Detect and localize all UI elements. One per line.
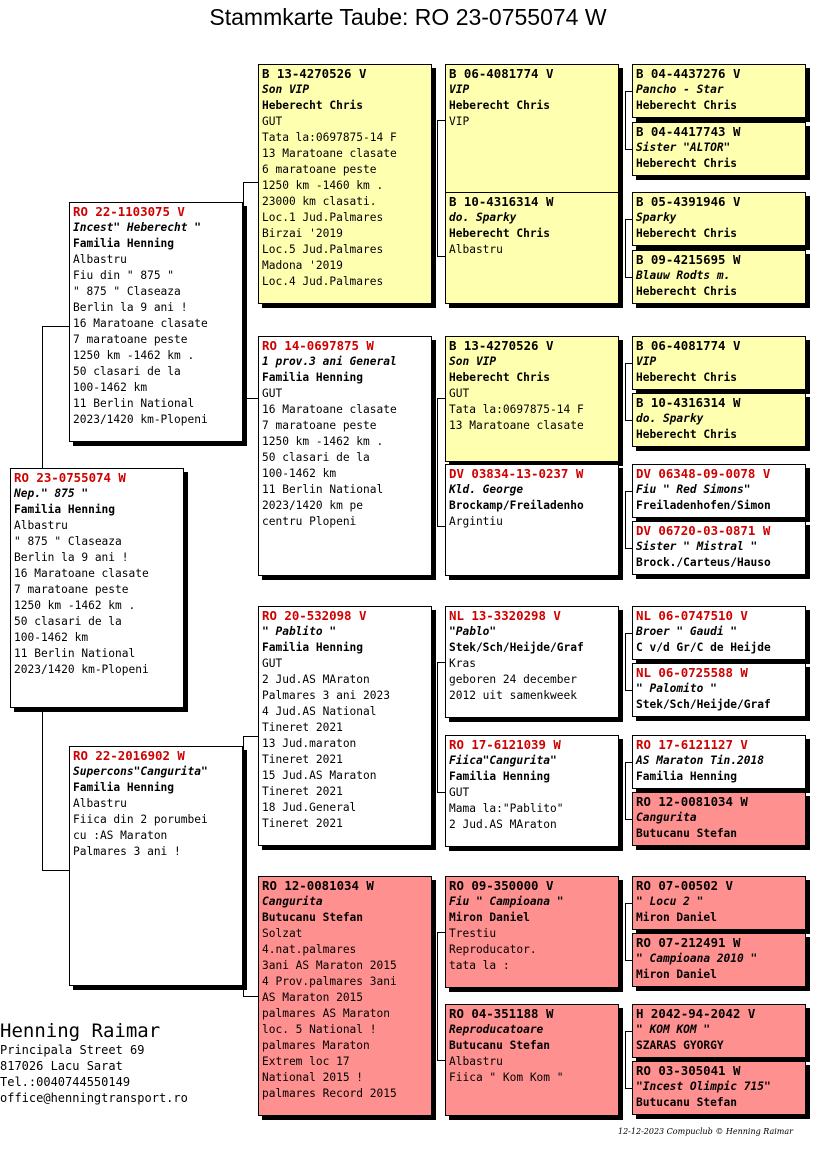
info-line: Solzat [262, 927, 303, 940]
info-line: Madona '2019 [262, 259, 343, 272]
owner-name: Heberecht Chris [636, 227, 738, 240]
info-line: centru Plopeni [262, 515, 357, 528]
info-line: Extrem loc 17 [262, 1055, 350, 1068]
info-line: Fiica " Kom Kom " [449, 1071, 564, 1084]
pigeon-card[interactable] [632, 122, 806, 176]
info-line: 1250 km -1460 km . [262, 179, 384, 192]
info-line: palmares Maraton [262, 1039, 370, 1052]
info-line: GUT [449, 387, 470, 400]
pigeon-name: Kld. George [449, 483, 524, 496]
connector-line [625, 277, 632, 278]
connector-line [437, 526, 445, 527]
info-line: 2 Jud.AS MAraton [262, 673, 370, 686]
info-line: 6 maratoane peste [262, 163, 377, 176]
info-line: Loc.5 Jud.Palmares [262, 243, 384, 256]
connector-line [437, 792, 445, 793]
connector-line [243, 398, 258, 399]
info-line: 100-1462 km [73, 381, 148, 394]
info-line: 2023/1420 km-Plopeni [73, 413, 208, 426]
info-line: " 875 " Claseaza [14, 535, 122, 548]
pigeon-name: "Incest Olimpic 715" [636, 1080, 771, 1093]
ring-number: DV 06348-09-0078 V [636, 466, 771, 481]
pigeon-name: Blauw Rodts m. [636, 269, 731, 282]
owner-name: Brock./Carteus/Hauso [636, 556, 771, 569]
pigeon-card[interactable] [632, 1004, 806, 1058]
ring-number: B 10-4316314 W [636, 395, 741, 410]
connector-line [243, 182, 244, 398]
ring-number: RO 17-6121039 W [449, 737, 561, 752]
pigeon-name: Son VIP [262, 83, 310, 96]
owner-name: Heberecht Chris [449, 99, 551, 112]
pigeon-card[interactable] [10, 468, 184, 708]
info-line: 7 maratoane peste [73, 333, 188, 346]
info-line: palmares Record 2015 [262, 1087, 397, 1100]
owner-name: Familia Henning [73, 237, 175, 250]
pigeon-card[interactable] [445, 336, 619, 462]
ring-number: B 13-4270526 V [262, 66, 367, 81]
ring-number: B 10-4316314 W [449, 194, 554, 209]
pigeon-name: " Locu 2 " [636, 895, 704, 908]
connector-line [625, 903, 626, 960]
pigeon-card[interactable] [445, 464, 619, 576]
info-line: 13 Maratoane clasate [262, 147, 397, 160]
info-line: GUT [262, 115, 283, 128]
info-line: Tineret 2021 [262, 753, 343, 766]
ring-number: NL 06-0725588 W [636, 665, 748, 680]
owner-name: Familia Henning [73, 781, 175, 794]
info-line: 11 Berlin National [14, 647, 136, 660]
owner-name: Familia Henning [262, 371, 364, 384]
pigeon-card[interactable] [632, 735, 806, 789]
connector-line [625, 762, 632, 763]
connector-line [243, 182, 258, 183]
info-line: 2012 uit samenkweek [449, 689, 577, 702]
connector-line [437, 120, 438, 256]
info-line: loc. 5 National ! [262, 1023, 377, 1036]
info-line: cu :AS Maraton [73, 829, 168, 842]
connector-line [437, 932, 445, 933]
info-line: Berlin la 9 ani ! [14, 551, 129, 564]
pigeon-name: Nep." 875 " [14, 487, 89, 500]
info-line: 100-1462 km [262, 467, 337, 480]
info-line: 50 clasari de la [14, 615, 122, 628]
ring-number: RO 07-00502 V [636, 878, 733, 893]
info-line: GUT [262, 657, 283, 670]
pigeon-name: Son VIP [449, 355, 497, 368]
pigeon-card[interactable] [632, 1061, 806, 1115]
info-line: Mama la:"Pablito" [449, 802, 564, 815]
info-line: Albastru [73, 797, 127, 810]
ring-number: RO 17-6121127 V [636, 737, 748, 752]
pigeon-card[interactable] [445, 606, 619, 718]
info-line: 2023/1420 km-Plopeni [14, 663, 149, 676]
info-line: AS Maraton 2015 [262, 991, 364, 1004]
info-line: 4 Jud.AS National [262, 705, 377, 718]
pigeon-card[interactable] [632, 250, 806, 304]
info-line: palmares AS Maraton [262, 1007, 390, 1020]
owner-name: Heberecht Chris [636, 157, 738, 170]
email: office@henningtransport.ro [0, 1091, 188, 1105]
pigeon-name: Incest" Heberecht " [73, 221, 201, 234]
pigeon-name: Fiica"Cangurita" [449, 754, 557, 767]
owner-name: Heberecht Chris [449, 371, 551, 384]
pigeon-card[interactable] [445, 735, 619, 847]
ring-number: B 05-4391946 V [636, 194, 741, 209]
ring-number: RO 22-2016902 W [73, 748, 185, 763]
info-line: Albastru [449, 1055, 503, 1068]
pigeon-name: " Palomito " [636, 682, 717, 695]
info-line: Albastru [449, 243, 503, 256]
connector-line [437, 120, 445, 121]
owner-name: Freiladenhofen/Simon [636, 499, 771, 512]
pigeon-name: VIP [449, 83, 470, 96]
connector-line [437, 398, 445, 399]
connector-line [243, 996, 258, 997]
info-line: geboren 24 december [449, 673, 577, 686]
ring-number: B 06-4081774 V [636, 338, 741, 353]
info-line: 100-1462 km [14, 631, 89, 644]
connector-line [625, 960, 632, 961]
connector-line [625, 91, 626, 149]
info-line: Fiica din 2 porumbei [73, 813, 208, 826]
info-line: Tineret 2021 [262, 817, 343, 830]
connector-line [437, 398, 438, 526]
pigeon-name: do. Sparky [449, 211, 517, 224]
owner-name: Miron Daniel [449, 911, 530, 924]
ring-number: DV 03834-13-0237 W [449, 466, 584, 481]
pigeon-name: Sparky [636, 211, 677, 224]
pigeon-name: Supercons"Cangurita" [73, 765, 208, 778]
owner-name: Heberecht Chris [449, 227, 551, 240]
pigeon-card[interactable] [258, 876, 432, 1116]
connector-line [625, 633, 626, 690]
ring-number: H 2042-94-2042 V [636, 1006, 756, 1021]
info-line: 50 clasari de la [73, 365, 181, 378]
info-line: National 2015 ! [262, 1071, 364, 1084]
info-line: 23000 km clasati. [262, 195, 377, 208]
info-line: Tata la:0697875-14 F [262, 131, 397, 144]
pigeon-name: Pancho - Star [636, 83, 724, 96]
ring-number: DV 06720-03-0871 W [636, 523, 771, 538]
connector-line [625, 491, 632, 492]
ring-number: RO 22-1103075 V [73, 204, 185, 219]
connector-line [625, 548, 632, 549]
connector-line [437, 662, 438, 792]
info-line: 7 maratoane peste [262, 419, 377, 432]
connector-line [625, 633, 632, 634]
ring-number: RO 04-351188 W [449, 1006, 554, 1021]
connector-line [625, 1088, 632, 1089]
info-line: tata la : [449, 959, 510, 972]
ring-number: NL 13-3320298 V [449, 608, 561, 623]
ring-number: RO 03-305041 W [636, 1063, 741, 1078]
owner-name: Miron Daniel [636, 911, 717, 924]
info-line: Tata la:0697875-14 F [449, 403, 584, 416]
ring-number: B 09-4215695 W [636, 252, 741, 267]
owner-name: Butucanu Stefan [636, 1096, 738, 1109]
connector-line [625, 491, 626, 548]
info-line: 1250 km -1462 km . [262, 435, 384, 448]
ring-number: RO 14-0697875 W [262, 338, 374, 353]
owner-name: Butucanu Stefan [636, 827, 738, 840]
breeder-address [0, 1020, 188, 1106]
owner-name: Stek/Sch/Heijde/Graf [636, 698, 771, 711]
pigeon-card[interactable] [445, 876, 619, 988]
connector-line [42, 708, 43, 870]
pigeon-card[interactable] [632, 393, 806, 447]
info-line: 2023/1420 km pe [262, 499, 364, 512]
info-line: Argintiu [449, 515, 503, 528]
connector-line [437, 256, 445, 257]
ring-number: NL 06-0747510 V [636, 608, 748, 623]
pigeon-name: Fiu " Red Simons" [636, 483, 751, 496]
owner-name: Heberecht Chris [636, 99, 738, 112]
info-line: 3ani AS Maraton 2015 [262, 959, 397, 972]
info-line: 4 Prov.palmares 3ani [262, 975, 397, 988]
owner-name: Heberecht Chris [636, 428, 738, 441]
connector-line [625, 690, 632, 691]
info-line: 2 Jud.AS MAraton [449, 818, 557, 831]
ring-number: B 06-4081774 V [449, 66, 554, 81]
info-line: 7 maratoane peste [14, 583, 129, 596]
owner-name: SZARAS GYORGY [636, 1039, 724, 1052]
connector-line [625, 91, 632, 92]
pigeon-name: VIP [636, 355, 657, 368]
pigeon-card[interactable] [632, 663, 806, 717]
pigeon-card[interactable] [632, 336, 806, 390]
info-line: Loc.1 Jud.Palmares [262, 211, 384, 224]
connector-line [437, 932, 438, 1060]
info-line: Birzai '2019 [262, 227, 343, 240]
info-line: VIP [449, 115, 470, 128]
address-line: 817026 Lacu Sarat [0, 1059, 123, 1073]
pigeon-name: Sister "ALTOR" [636, 141, 731, 154]
connector-line [437, 662, 445, 663]
connector-line [42, 870, 70, 871]
info-line: 15 Jud.AS Maraton [262, 769, 377, 782]
connector-line [243, 736, 244, 996]
owner-name: Familia Henning [262, 641, 364, 654]
info-line: Reproducator. [449, 943, 537, 956]
info-line: GUT [449, 786, 470, 799]
info-line: Tineret 2021 [262, 785, 343, 798]
connector-line [625, 219, 632, 220]
ring-number: B 04-4437276 V [636, 66, 741, 81]
connector-line [625, 819, 632, 820]
owner-name: Miron Daniel [636, 968, 717, 981]
connector-line [625, 762, 626, 819]
pigeon-name: Cangurita [262, 895, 323, 908]
info-line: Tineret 2021 [262, 721, 343, 734]
info-line: 13 Maratoane clasate [449, 419, 584, 432]
ring-number: RO 20-532098 V [262, 608, 367, 623]
pigeon-card[interactable] [632, 192, 806, 246]
pigeon-card[interactable] [632, 521, 806, 575]
pigeon-card[interactable] [632, 464, 806, 518]
info-line: 16 Maratoane clasate [73, 317, 208, 330]
connector-line [625, 903, 632, 904]
pigeon-card[interactable] [69, 746, 243, 986]
info-line: 16 Maratoane clasate [14, 567, 149, 580]
pigeon-card[interactable] [632, 933, 806, 987]
connector-line [42, 326, 43, 468]
owner-name: Butucanu Stefan [262, 911, 364, 924]
owner-name: Brockamp/Freiladenho [449, 499, 584, 512]
connector-line [625, 149, 632, 150]
info-line: Palmares 3 ani ! [73, 845, 181, 858]
info-line: 1250 km -1462 km . [14, 599, 136, 612]
page-title: Stammkarte Taube: RO 23-0755074 W [209, 4, 607, 30]
pigeon-name: AS Maraton Tin.2018 [636, 754, 764, 767]
pigeon-card[interactable] [258, 336, 432, 576]
info-line: Albastru [14, 519, 68, 532]
owner-name: Familia Henning [449, 770, 551, 783]
ring-number: RO 09-350000 V [449, 878, 554, 893]
owner-name: Stek/Sch/Heijde/Graf [449, 641, 584, 654]
ring-number: RO 07-212491 W [636, 935, 741, 950]
connector-line [625, 420, 632, 421]
owner-name: Heberecht Chris [636, 285, 738, 298]
owner-name: Familia Henning [14, 503, 116, 516]
pigeon-card[interactable] [632, 606, 806, 660]
pigeon-name: " KOM KOM " [636, 1023, 711, 1036]
footer-note: 12-12-2023 Compuclub © Henning Raimar [618, 1127, 793, 1136]
pigeon-card[interactable] [258, 606, 432, 846]
pigeon-name: 1 prov.3 ani General [262, 355, 397, 368]
info-line: Loc.4 Jud.Palmares [262, 275, 384, 288]
info-line: " 875 " Claseaza [73, 285, 181, 298]
owner-name: Familia Henning [636, 770, 738, 783]
connector-line [625, 1031, 632, 1032]
owner-name: Heberecht Chris [262, 99, 364, 112]
info-line: 11 Berlin National [73, 397, 195, 410]
ring-number: B 13-4270526 V [449, 338, 554, 353]
info-line: GUT [262, 387, 283, 400]
connector-line [437, 1060, 445, 1061]
pigeon-card[interactable] [632, 792, 806, 846]
info-line: 16 Maratoane clasate [262, 403, 397, 416]
ring-number: B 04-4417743 W [636, 124, 741, 139]
address-line: Principala Street 69 [0, 1043, 145, 1057]
info-line: Berlin la 9 ani ! [73, 301, 188, 314]
pigeon-name: do. Sparky [636, 412, 704, 425]
info-line: Palmares 3 ani 2023 [262, 689, 390, 702]
connector-line [625, 363, 632, 364]
phone: Tel.:0040744550149 [0, 1075, 131, 1089]
connector-line [42, 326, 70, 327]
ring-number: RO 12-0081034 W [262, 878, 374, 893]
owner-name: Butucanu Stefan [449, 1039, 551, 1052]
pigeon-name: Reproducatoare [449, 1023, 544, 1036]
pigeon-name: Broer " Gaudi " [636, 625, 738, 638]
owner-name: C v/d Gr/C de Heijde [636, 641, 771, 654]
pigeon-name: Cangurita [636, 811, 697, 824]
pigeon-card[interactable] [445, 1004, 619, 1116]
pigeon-name: Fiu " Campioana " [449, 895, 564, 908]
info-line: 1250 km -1462 km . [73, 349, 195, 362]
info-line: Albastru [73, 253, 127, 266]
pigeon-name: "Pablo" [449, 625, 497, 638]
info-line: 50 clasari de la [262, 451, 370, 464]
owner-name: Heberecht Chris [636, 371, 738, 384]
connector-line [625, 1031, 626, 1088]
pigeon-name: " Pablito " [262, 625, 337, 638]
pigeon-card[interactable] [69, 202, 243, 442]
connector-line [625, 363, 626, 420]
info-line: Fiu din " 875 " [73, 269, 175, 282]
info-line: 13 Jud.maraton [262, 737, 357, 750]
pigeon-card[interactable] [632, 64, 806, 118]
pigeon-card[interactable] [258, 64, 432, 304]
info-line: 18 Jud.General [262, 801, 357, 814]
breeder-name: Henning Raimar [0, 1020, 161, 1042]
pigeon-card[interactable] [445, 192, 619, 304]
pigeon-name: Sister " Mistral " [636, 540, 758, 553]
connector-line [243, 736, 258, 737]
ring-number: RO 12-0081034 W [636, 794, 748, 809]
info-line: Trestiu [449, 927, 497, 940]
pigeon-name: " Campioana 2010 " [636, 952, 758, 965]
ring-number: RO 23-0755074 W [14, 470, 126, 485]
pigeon-card[interactable] [632, 876, 806, 930]
info-line: Kras [449, 657, 476, 670]
info-line: 11 Berlin National [262, 483, 384, 496]
connector-line [625, 219, 626, 277]
info-line: 4.nat.palmares [262, 943, 357, 956]
